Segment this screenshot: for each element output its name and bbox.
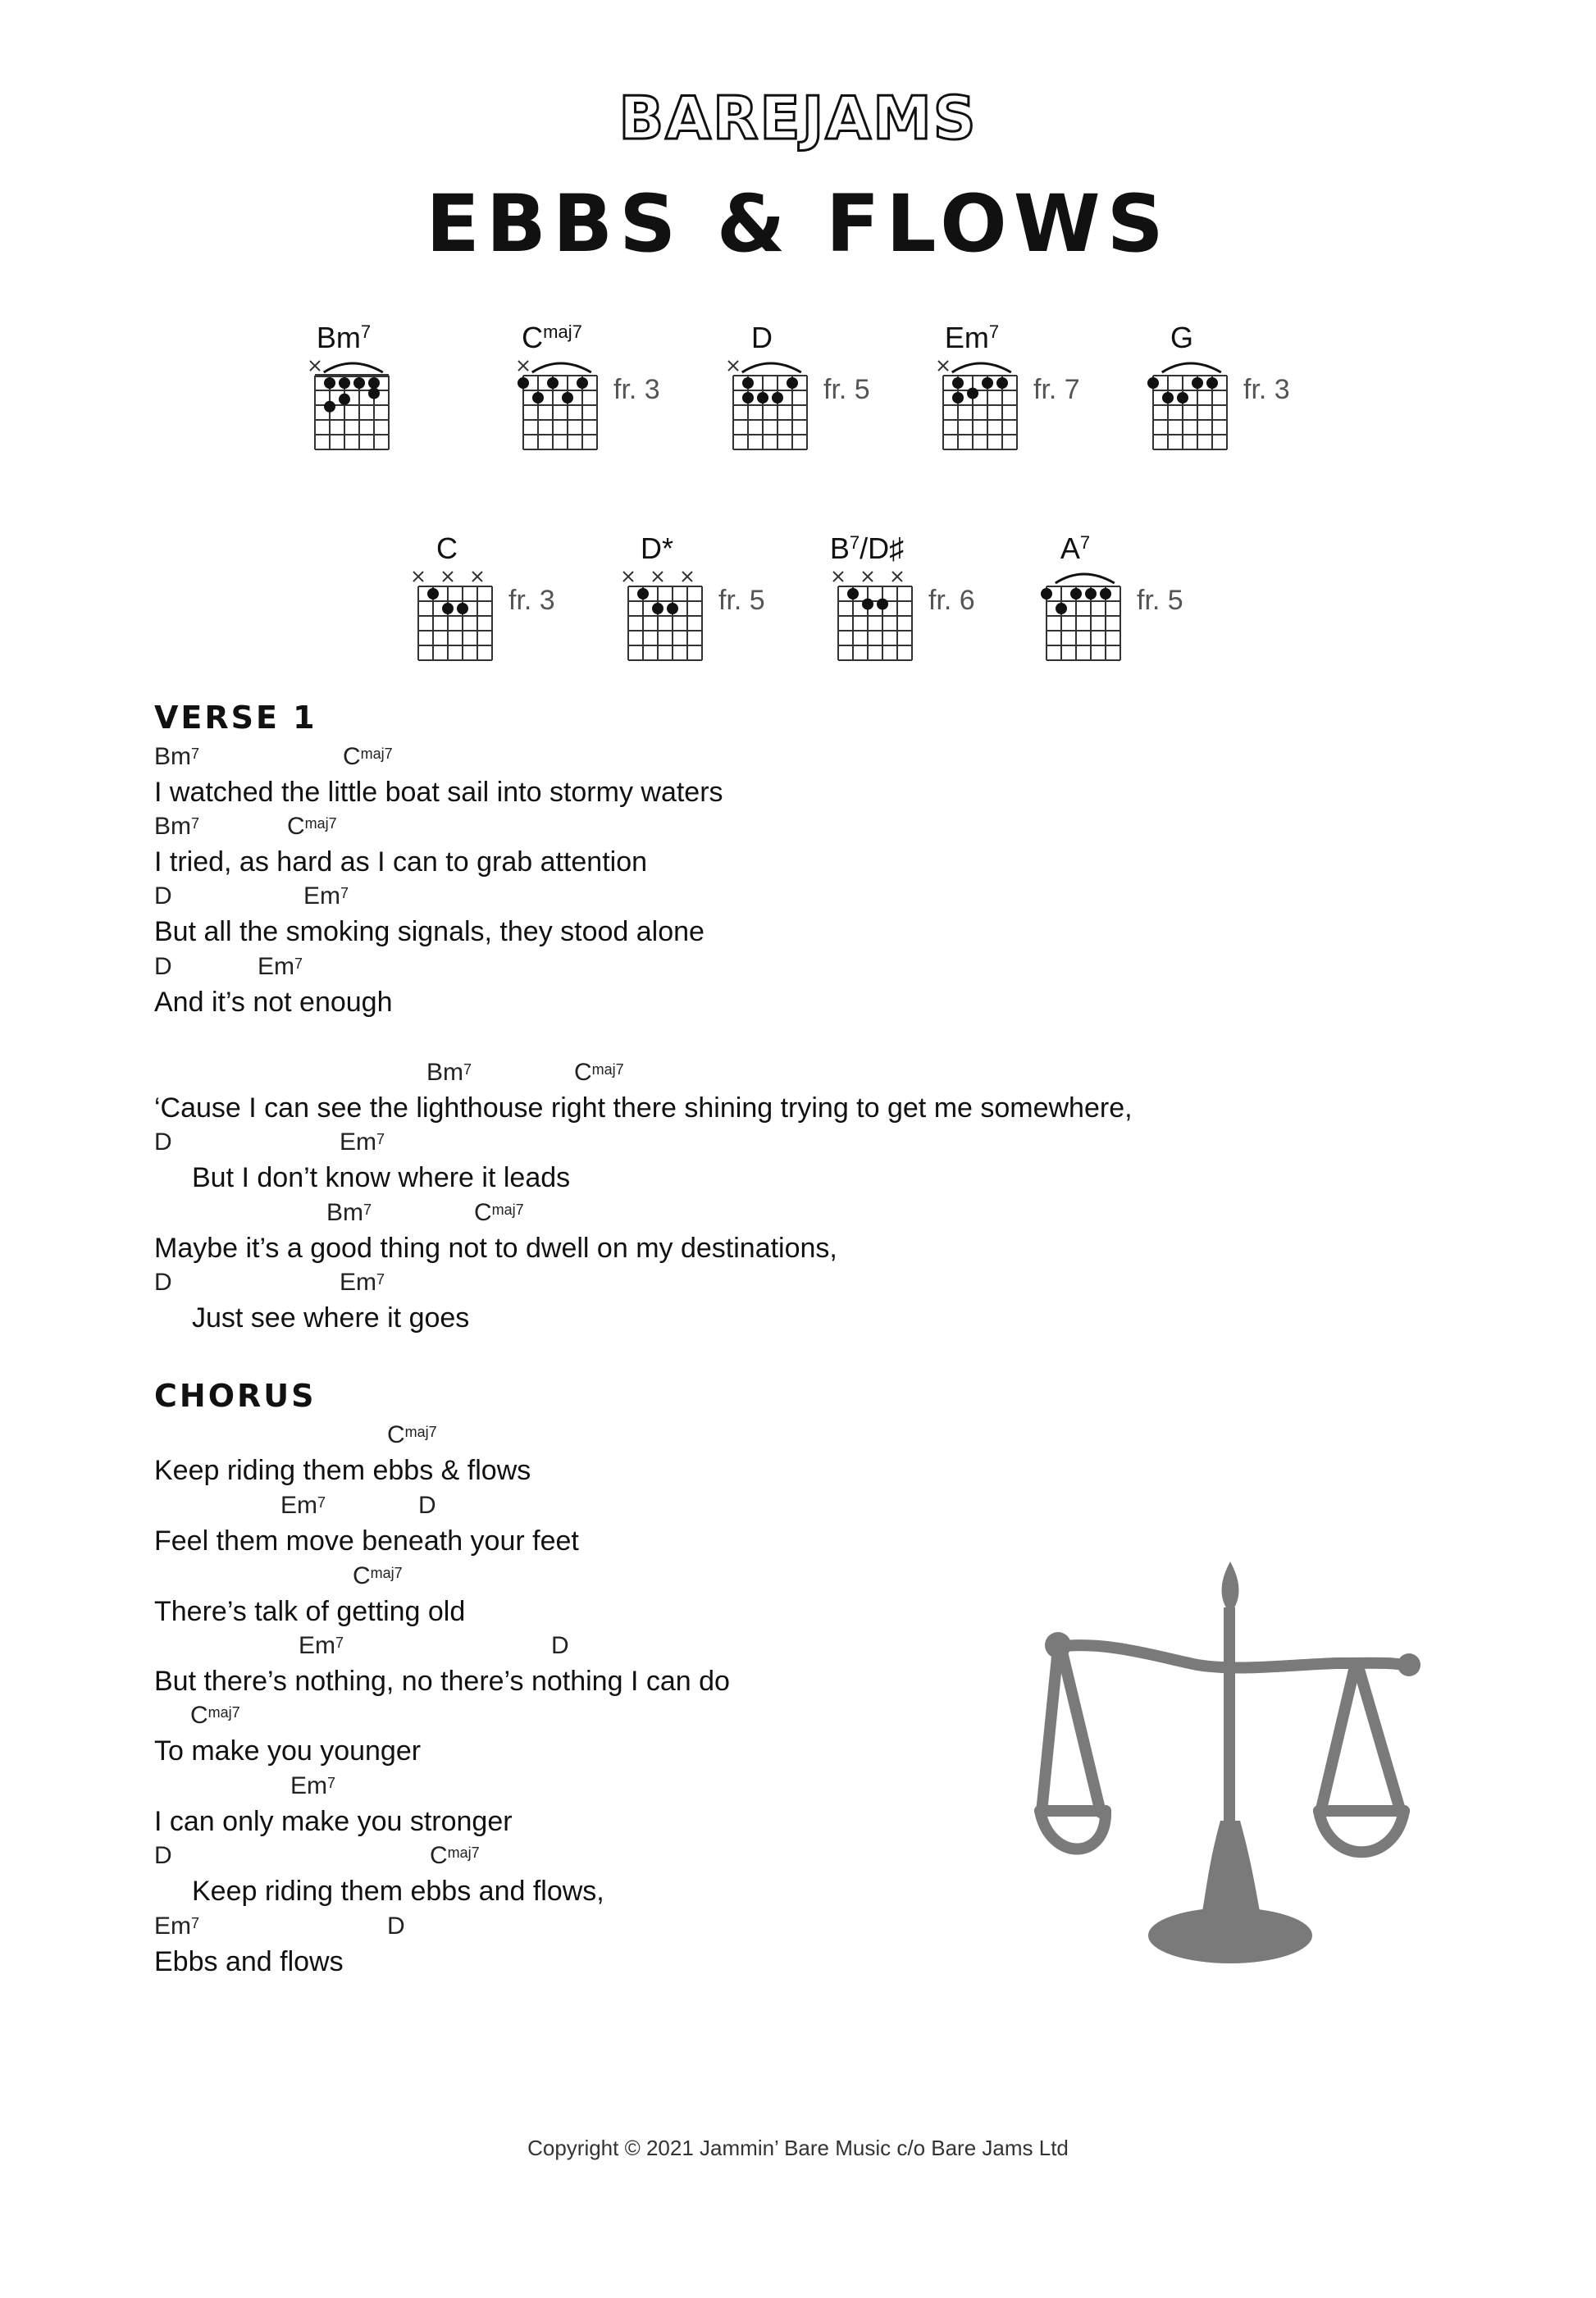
chord-label: $C^{maj7}$ (353, 1562, 403, 1589)
lyric-text: Ebbs and flows (154, 1946, 344, 1977)
chord-chart (830, 531, 975, 660)
section-heading-verse: VERSE 1 (154, 700, 317, 736)
chord-label: Em$^7$ (340, 1269, 385, 1296)
chord-chart (938, 321, 1080, 449)
chord-label: Em$^7$ (303, 882, 349, 910)
finger-dot (1056, 603, 1067, 614)
lyric-text: And it’s not enough (154, 987, 393, 1018)
brand-logo: BAREJAMS (618, 84, 978, 153)
chord-chart-name: C (436, 531, 458, 565)
finger-dot (577, 377, 588, 389)
finger-dot (562, 392, 573, 404)
chord-chart-fret: fr. 5 (823, 374, 870, 405)
finger-dot (1041, 588, 1052, 600)
finger-dot (324, 401, 335, 413)
chord-label: D (154, 1269, 172, 1296)
lyric-line (0, 1059, 1596, 1129)
lyric-line (0, 813, 1596, 883)
scales-icon (1033, 1550, 1427, 1977)
chord-chart-fret: fr. 3 (1243, 374, 1290, 405)
finger-dot (1162, 392, 1174, 404)
finger-dot (967, 388, 978, 399)
chord-chart-name: Bm$^7$ (316, 321, 372, 354)
lyric-text: I watched the little boat sail into stormy waters (154, 777, 723, 808)
finger-dot (847, 588, 859, 600)
finger-dot (547, 377, 559, 389)
finger-dot (339, 377, 350, 389)
chord-label: Bm$^7$ (154, 743, 200, 770)
chord-label: Bm$^7$ (426, 1059, 472, 1086)
chord-label: $C^{maj7}$ (474, 1199, 524, 1226)
chord-label: $C^{maj7}$ (287, 813, 337, 840)
finger-dot (339, 394, 350, 405)
lyric-text: To make you younger (154, 1735, 422, 1767)
lyric-text: But there’s nothing, no there’s nothing I can do (154, 1666, 730, 1697)
lyric-text: Keep riding them ebbs & flows (154, 1455, 531, 1486)
song-title: EBBS & FLOWS (426, 178, 1170, 270)
finger-dot (1192, 377, 1203, 389)
chord-chart-name: D (751, 321, 773, 354)
chord-label: $C^{maj7}$ (574, 1059, 624, 1086)
finger-dot (368, 377, 380, 389)
chord-label: Em$^7$ (340, 1128, 385, 1156)
finger-dot (742, 392, 754, 404)
chord-chart-fret: fr. 3 (508, 585, 555, 616)
chord-label: D (154, 1842, 172, 1869)
chord-chart-fret: fr. 6 (928, 585, 975, 616)
chord-chart (518, 321, 660, 449)
finger-dot (532, 392, 544, 404)
chord-label: Em$^7$ (258, 953, 303, 980)
lyric-line (0, 1128, 1596, 1199)
chord-chart-fret: fr. 5 (1137, 585, 1183, 616)
finger-dot (368, 388, 380, 399)
finger-dot (667, 603, 678, 614)
chord-label: $C^{maj7}$ (387, 1421, 437, 1448)
chord-diagram-canvas (0, 0, 1596, 697)
finger-dot (637, 588, 649, 600)
lyric-text: There’s talk of getting old (154, 1596, 466, 1627)
chord-chart (623, 531, 765, 660)
finger-dot (1085, 588, 1097, 600)
chord-label: $C^{maj7}$ (190, 1702, 240, 1729)
copyright-notice: Copyright © 2021 Jammin’ Bare Music c/o Bare Jams Ltd (527, 2136, 1069, 2160)
chord-label: D (551, 1632, 569, 1659)
finger-dot (1206, 377, 1218, 389)
finger-dot (353, 377, 365, 389)
chord-diagrams (0, 0, 1596, 697)
chord-label: D (154, 953, 172, 980)
chord-label: Em$^7$ (280, 1492, 326, 1519)
lyric-text: I tried, as hard as I can to grab attention (154, 846, 648, 878)
chord-label: D (418, 1492, 436, 1519)
lyric-text: I can only make you stronger (154, 1806, 513, 1837)
chord-chart (1041, 531, 1183, 660)
chord-label: $C^{maj7}$ (430, 1842, 480, 1869)
chord-label: Em$^7$ (290, 1772, 336, 1799)
chord-chart (413, 531, 555, 660)
lyric-text: Maybe it’s a good thing not to dwell on my destinations, (154, 1233, 837, 1264)
chord-label: Bm$^7$ (154, 813, 200, 840)
lyric-text: Just see where it goes (192, 1302, 470, 1334)
chord-label: $C^{maj7}$ (343, 743, 393, 770)
chord-chart (1147, 321, 1290, 449)
finger-dot (772, 392, 783, 404)
finger-dot (427, 588, 439, 600)
chord-label: Bm$^7$ (326, 1199, 372, 1226)
chord-label: Em$^7$ (154, 1913, 200, 1940)
lyric-text: But I don’t know where it leads (192, 1162, 571, 1193)
chord-label: D (154, 1128, 172, 1156)
finger-dot (1070, 588, 1082, 600)
finger-dot (877, 599, 888, 610)
chord-chart-fret: fr. 7 (1033, 374, 1080, 405)
lyric-line (0, 1421, 1596, 1492)
lyric-line (0, 1199, 1596, 1270)
finger-dot (518, 377, 529, 389)
lyric-line (0, 743, 1596, 814)
section-heading-chorus: CHORUS (154, 1378, 317, 1414)
finger-dot (652, 603, 663, 614)
lyric-line (0, 1269, 1596, 1339)
chord-chart-name: G (1170, 321, 1194, 354)
lyric-text: Feel them move beneath your feet (154, 1525, 579, 1557)
lyric-text: Keep riding them ebbs and flows, (192, 1876, 604, 1907)
chord-chart-name: $A^7$ (1060, 531, 1091, 565)
finger-dot (1100, 588, 1111, 600)
chord-chart-fret: fr. 3 (613, 374, 660, 405)
finger-dot (952, 377, 964, 389)
finger-dot (457, 603, 468, 614)
chord-chart-name: $B^7/D♯$ (829, 531, 905, 565)
chord-label: D (387, 1913, 405, 1940)
chord-chart (728, 321, 870, 449)
finger-dot (442, 603, 454, 614)
finger-dot (1147, 377, 1159, 389)
lyric-text: ‘Cause I can see the lighthouse right there shining trying to get me somewhere, (154, 1092, 1133, 1124)
chord-chart-name: D* (640, 531, 674, 565)
finger-dot (982, 377, 993, 389)
finger-dot (787, 377, 798, 389)
lyric-text: But all the smoking signals, they stood alone (154, 916, 705, 947)
finger-dot (742, 377, 754, 389)
finger-dot (757, 392, 768, 404)
finger-dot (952, 392, 964, 404)
lyric-line (0, 882, 1596, 953)
chord-label: Em$^7$ (299, 1632, 344, 1659)
lyric-line (0, 953, 1596, 1024)
finger-dot (996, 377, 1008, 389)
chord-chart-name: $C^{maj7}$ (522, 321, 582, 354)
finger-dot (862, 599, 873, 610)
finger-dot (1177, 392, 1188, 404)
chord-label: D (154, 882, 172, 910)
finger-dot (324, 377, 335, 389)
chord-chart-fret: fr. 5 (718, 585, 765, 616)
chord-chart-name: Em$^7$ (944, 321, 1000, 354)
chord-chart (310, 321, 389, 449)
